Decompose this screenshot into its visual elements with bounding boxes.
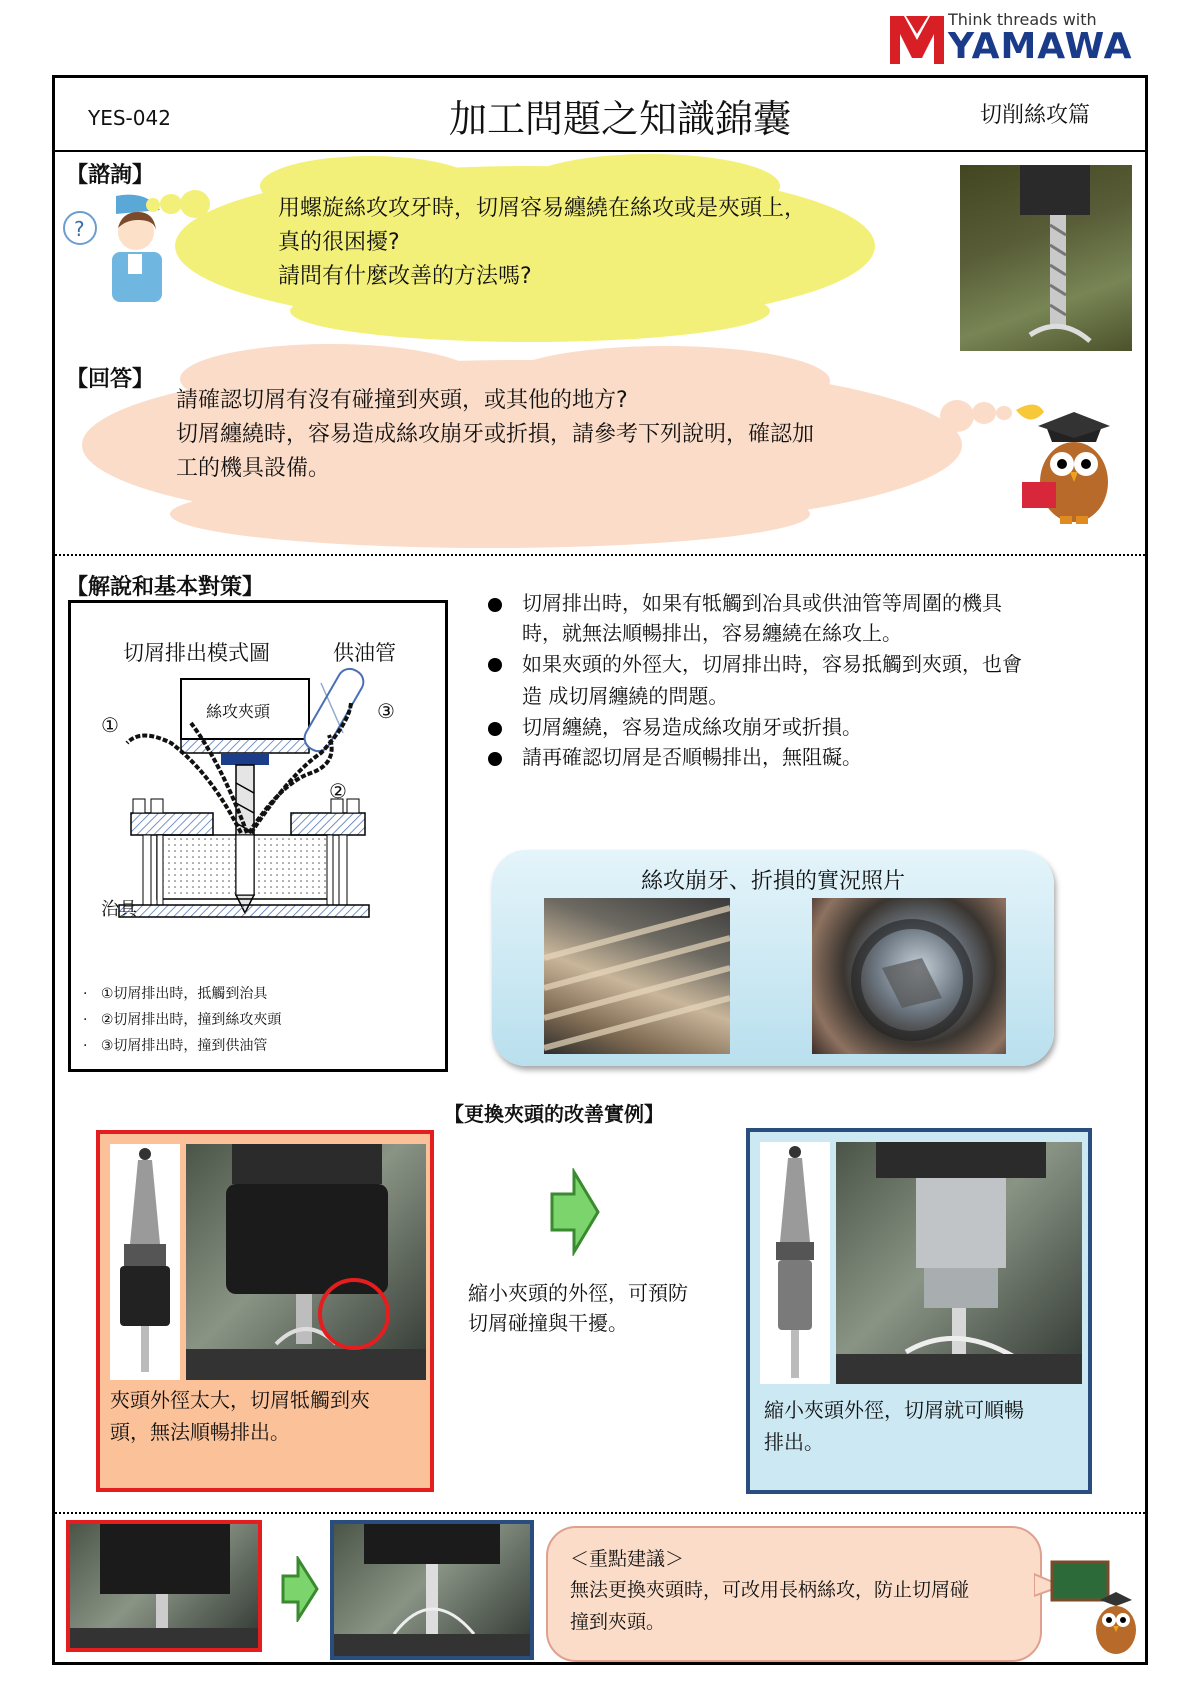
- broken-tap-illustration: [812, 898, 1006, 1054]
- before-thumbnail-illustration: [70, 1524, 258, 1648]
- chipped-tap-photo: [544, 898, 730, 1054]
- yamawa-logo: [888, 10, 1148, 70]
- bullet-dot: [488, 722, 502, 736]
- inquiry-thought-bubble-mid: [160, 194, 182, 214]
- answer-thought-bubble-large: [940, 400, 974, 432]
- inquiry-line: 真的很困擾?: [278, 230, 400, 255]
- fixture-clamp-right: [291, 813, 365, 835]
- bullet-text: 切屑排出時，如果有牴觸到冶具或供油管等周圍的機具 時，就無法順暢排出，容易纏繞在絲攻上。: [522, 591, 1002, 645]
- fixture-clamp-left: [131, 813, 213, 835]
- answer-heading: 【回答】: [66, 367, 155, 392]
- large-chuck-holder-illustration: [110, 1144, 180, 1380]
- bullet-text: 切屑纏繞，容易造成絲攻崩牙或折損。: [522, 715, 862, 739]
- key-advice-heading: ＜重點建議＞: [570, 1548, 685, 1570]
- legend-item: · ③切屑排出時，撞到供油管: [83, 1038, 268, 1054]
- chipped-tap-illustration: [544, 898, 730, 1054]
- arrow-right-icon: [280, 1556, 320, 1622]
- answer-thought-bubble-mid: [972, 402, 996, 424]
- section-divider-1: [55, 554, 1145, 556]
- improvement-middle-text: 縮小夾頭的外徑，可預防 切屑碰撞與干擾。: [468, 1281, 688, 1335]
- before-example-box: [96, 1130, 434, 1492]
- bullet-dot: [488, 658, 502, 672]
- key-advice-text: 無法更換夾頭時，可改用長柄絲攻，防止切屑碰 撞到夾頭。: [570, 1579, 970, 1633]
- chip-discharge-diagram-box: [68, 600, 448, 1072]
- answer-cloud-bump-3: [170, 480, 810, 548]
- inquiry-thought-bubble-small: [146, 198, 160, 212]
- inquiry-text: [278, 192, 806, 294]
- header-divider: [52, 150, 1148, 152]
- improvement-heading: 【更換夾頭的改善實例】: [444, 1102, 664, 1126]
- slim-chuck-machining-illustration: [836, 1142, 1082, 1384]
- legend-item: · ②切屑排出時，撞到絲攻夾頭: [83, 1012, 282, 1028]
- brand-tagline: Think threads with: [948, 10, 1097, 29]
- bullet-text: 請再確認切屑是否順暢排出，無阻礙。: [522, 745, 862, 769]
- before-thumbnail-photo: [66, 1520, 262, 1652]
- answer-line: 請確認切屑有沒有碰撞到夾頭，或其他的地方?: [176, 388, 628, 413]
- oil-pipe-label: 供油管: [333, 641, 396, 665]
- inquiry-heading: 【諮詢】: [66, 163, 155, 188]
- fixture-label: 治具: [101, 899, 137, 920]
- answer-text: [176, 384, 814, 486]
- chuck-label: 絲攻夾頭: [206, 702, 271, 721]
- marker-3: ③: [377, 699, 395, 723]
- doc-id: YES-042: [88, 106, 171, 130]
- spiral-tap-illustration: [960, 165, 1132, 351]
- answer-line: 工的機具設備。: [176, 456, 331, 481]
- bullet-dot: [488, 752, 502, 766]
- after-example-box: [746, 1128, 1092, 1494]
- after-thumbnail-illustration: [334, 1524, 530, 1656]
- large-chuck-photo: [110, 1144, 180, 1380]
- chuck-collar: [181, 739, 309, 753]
- diagram-title: 切屑排出模式圖: [123, 641, 270, 665]
- explanation-heading: 【解說和基本對策】: [66, 575, 265, 600]
- large-chuck-machining-illustration: [186, 1144, 426, 1380]
- slim-chuck-holder-illustration: [760, 1142, 830, 1384]
- spiral-tap-photo: [960, 165, 1132, 351]
- machine-table: [119, 905, 369, 917]
- oil-pipe-icon: [300, 665, 368, 756]
- section-divider-2: [55, 1512, 1145, 1514]
- after-thumbnail-photo: [330, 1520, 534, 1660]
- after-caption: 縮小夾頭外徑，切屑就可順暢 排出。: [764, 1398, 1024, 1454]
- bullet-text: 如果夾頭的外徑大，切屑排出時，容易抵觸到夾頭，也會 造 成切屑纏繞的問題。: [522, 652, 1022, 708]
- answer-line: 切屑纏繞時，容易造成絲攻崩牙或折損，請參考下列說明，確認加: [176, 422, 815, 447]
- slim-chuck-photo: [760, 1142, 830, 1384]
- legend-item: · ①切屑排出時，抵觸到治具: [83, 986, 268, 1002]
- before-caption: 夾頭外徑太大，切屑牴觸到夾 頭，無法順暢排出。: [110, 1388, 370, 1444]
- category-label: 切削絲攻篇: [980, 103, 1091, 128]
- large-chuck-machining-photo: [186, 1144, 426, 1380]
- yamawa-logo-mark: [888, 12, 946, 68]
- owl-professor-icon: [1010, 398, 1130, 528]
- key-advice-callout: [546, 1526, 1042, 1662]
- tap-damage-photo-panel: [492, 850, 1054, 1066]
- arrow-right-icon: [548, 1168, 602, 1256]
- marker-2: ②: [329, 779, 347, 803]
- bullet-dot: [488, 598, 502, 612]
- broken-tap-photo: [812, 898, 1006, 1054]
- photo-panel-title: 絲攻崩牙、折損的實況照片: [640, 869, 905, 894]
- svg-text:?: ?: [74, 217, 85, 241]
- owl-teacher-icon: [1050, 1560, 1142, 1656]
- diagram-legend: [83, 981, 281, 1059]
- brand-name: YAMAWA: [948, 26, 1133, 67]
- inquiry-line: 用螺旋絲攻攻牙時，切屑容易纏繞在絲攻或是夾頭上，: [278, 196, 807, 221]
- marker-1: ①: [101, 713, 119, 737]
- inquiry-line: 請問有什麼改善的方法嗎?: [278, 264, 532, 289]
- slim-chuck-machining-photo: [836, 1142, 1082, 1384]
- page-title: 加工問題之知識錦囊: [448, 97, 791, 141]
